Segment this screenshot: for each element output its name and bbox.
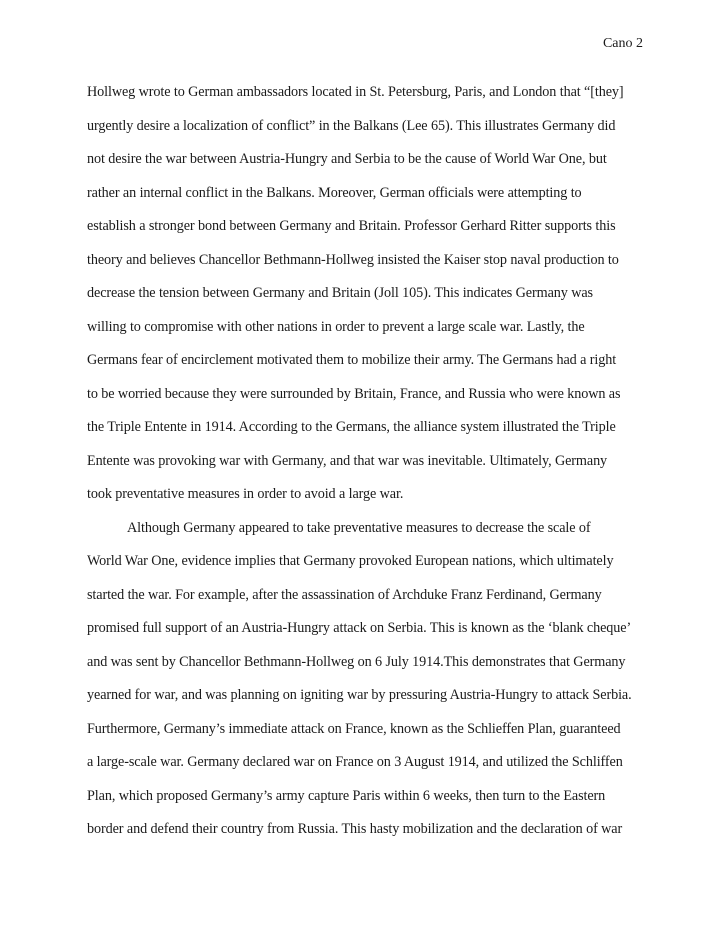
text-line: and was sent by Chancellor Bethmann-Hollweg on 6 July 1914.This demonstrates that Germany [87,653,626,670]
text-line: decrease the tension between Germany and Britain (Joll 105). This indicates Germany was [87,285,593,301]
body-text [87,84,667,855]
text-line: a large-scale war. Germany declared war on France on 3 August 1914, and utilized the Schliffen [87,754,623,770]
paragraph-start-line: Although Germany appeared to take preventative measures to decrease the scale of [127,519,591,536]
text-line: not desire the war between Austria-Hungry and Serbia to be the cause of World War One, but [87,151,607,167]
running-head: Cano 2 [602,36,643,51]
text-line: promised full support of an Austria-Hungry attack on Serbia. This is known as the ‘blank cheque’ [87,620,632,636]
text-line: establish a stronger bond between Germany and Britain. Professor Gerhard Ritter supports this [87,218,616,234]
text-line: Entente was provoking war with Germany, and that war was inevitable. Ultimately, Germany [87,452,608,469]
text-line: Germans fear of encirclement motivated them to mobilize their army. The Germans had a right [87,352,617,368]
text-line: urgently desire a localization of conflict” in the Balkans (Lee 65). This illustrates Germany did [87,117,616,134]
text-line: started the war. For example, after the assassination of Archduke Franz Ferdinand, Germany [87,586,602,603]
text-line: to be worried because they were surrounded by Britain, France, and Russia who were known as [87,385,621,402]
text-line: rather an internal conflict in the Balkans. Moreover, German officials were attempting to [87,184,582,201]
text-line: willing to compromise with other nations in order to prevent a large scale war. Lastly, the [87,318,585,335]
text-line: yearned for war, and was planning on igniting war by pressuring Austria-Hungry to attack Serbia. [87,687,632,703]
text-line: Hollweg wrote to German ambassadors located in St. Petersburg, Paris, and London that “[they] [87,84,624,100]
text-line: World War One, evidence implies that Germany provoked European nations, which ultimately [87,553,614,569]
text-line: Plan, which proposed Germany’s army capture Paris within 6 weeks, then turn to the Eastern [87,787,606,804]
text-line: the Triple Entente in 1914. According to the Germans, the alliance system illustrated the Triple [87,419,616,435]
text-line: theory and believes Chancellor Bethmann-Hollweg insisted the Kaiser stop naval production to [87,251,619,268]
text-line: took preventative measures in order to avoid a large war. [87,486,404,502]
text-line: border and defend their country from Russia. This hasty mobilization and the declaration of war [87,821,623,837]
text-line: Furthermore, Germany’s immediate attack on France, known as the Schlieffen Plan, guaranteed [87,720,621,737]
